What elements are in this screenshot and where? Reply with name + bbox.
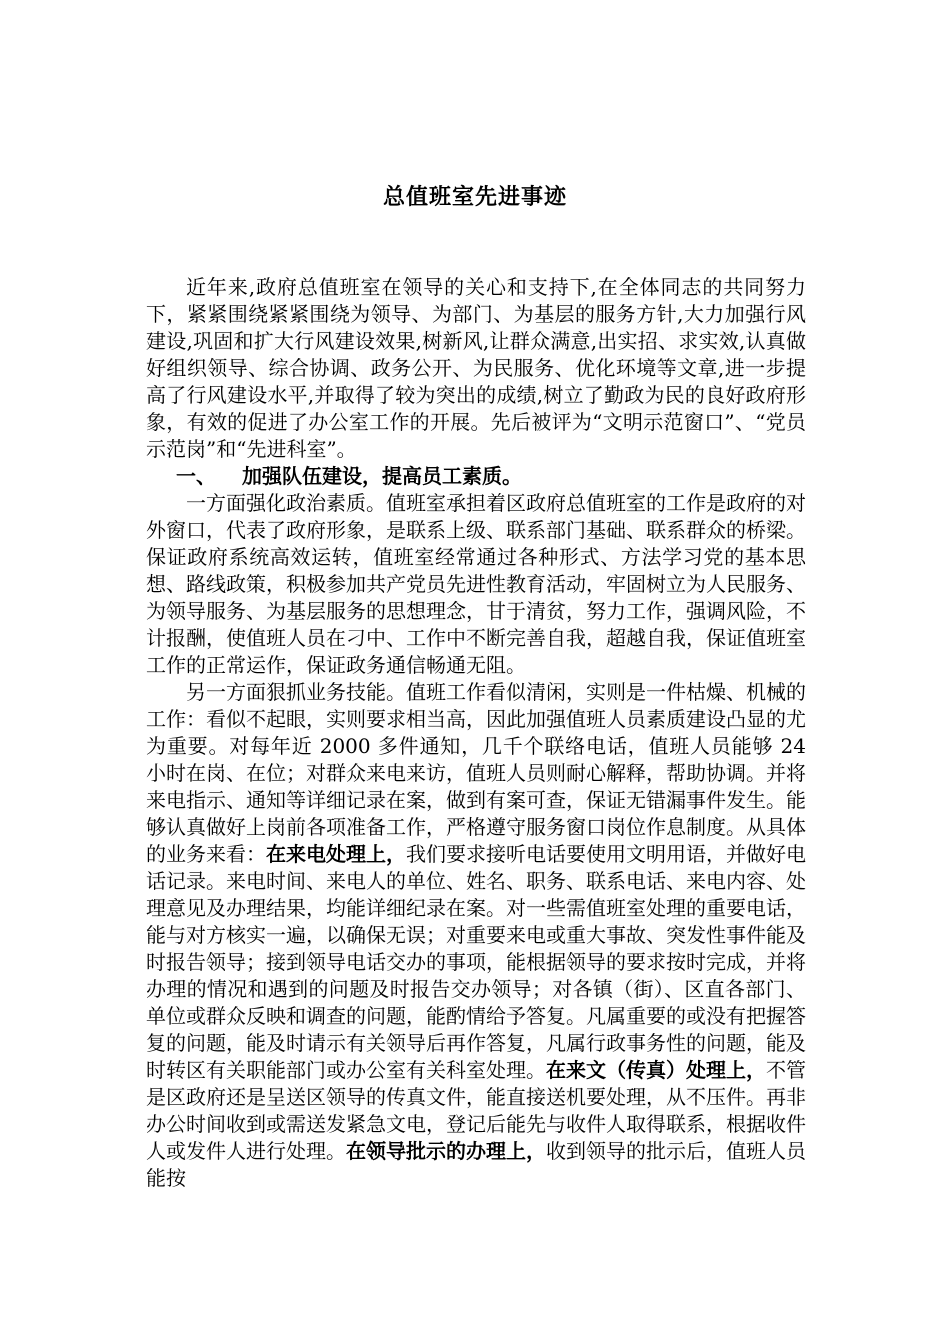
section-heading-1 bbox=[146, 463, 806, 490]
document-body bbox=[146, 274, 806, 1192]
political-quality-paragraph: 一方面强化政治素质。值班室承担着区政府总值班室的工作是政府的对外窗口，代表了政府形象，是联系上级、联系部门基础、联系群众的桥梁。保证政府系统高效运转，值班室经常通过各种形式、方法学习党的基本思想、路线政策，积极参加共产党员先进性教育活动，牢固树立为人民服务、为领导服务、为基层服务的思想理念，甘于清贫，努力工作，强调风险，不计报酬，使值班人员在刁中、工作中不断完善自我，超越自我，保证值班室工作的正常运作，保证政务通信畅通无阻。 bbox=[146, 491, 806, 677]
document-title: 总值班室先进事迹 bbox=[382, 185, 567, 210]
skills-text-part4: 收到领导的批示后，值班人员能按 bbox=[146, 1139, 806, 1190]
intro-paragraph: 近年来,政府总值班室在领导的关心和支持下,在全体同志的共同努力下，紧紧围绕紧紧围绕为领导、为部门、为基层的服务方针,大力加强行风建设,巩固和扩大行风建设效果,树新风,让群众满意,出实招、求实效,认真做好组织领导、综合协调、政务公开、为民服务、优化环境等文章,进一步提高了行风建设水平,并取得了较为突出的成绩,树立了勤政为民的良好政府形象，有效的促进了办公室工作的开展。先后被评为“文明示范窗口”、“党员示范岗”和“先进科室”。 bbox=[146, 275, 806, 461]
business-skills-paragraph bbox=[146, 679, 806, 1192]
skills-text-part3: 不管是区政府还是呈送区领导的传真文件，能直接送机要处理，从不压件。再非办公时间收到或需送发紧急文电，登记后能先与收件人取得联系，根据收件人或发件人进行处理。 bbox=[146, 1058, 806, 1163]
skills-text-part1: 另一方面狠抓业务技能。值班工作看似清闲，实则是一件枯燥、机械的工作：看似不起眼，实则要求相当高，因此加强值班人员素质建设凸显的尤为重要。对每年近 2000 多件通知，几千个联络电话，值班人员能够 24 小时在岗、在位；对群众来电来访，值班人员则耐心解释，帮助协调。并将来电指示、通知等详细记录在案，做到有案可查，保证无错漏事件发生。能够认真做好上岗前各项准备工作，严格遵守服务窗口岗位作息制度。从具体的业务来看： bbox=[146, 680, 806, 866]
skills-text-part2: 我们要求接听电话要使用文明用语，并做好电话记录。来电时间、来电人的单位、姓名、职务、联系电话、来电内容、处理意见及办理结果，均能详细纪录在案。对一些需值班室处理的重要电话，能与对方核实一遍，以确保无误；对重要来电或重大事故、突发性事件能及时报告领导；接到领导电话交办的事项，能根据领导的要求按时完成，并将办理的情况和遇到的问题及时报告交办领导；对各镇（街）、区直各部门、单位或群众反映和调查的问题，能酌情给予答复。凡属重要的或没有把握答复的问题，能及时请示有关领导后再作答复，凡属行政事务性的问题，能及时转区有关职能部门或办公室有关科室处理。 bbox=[146, 842, 806, 1082]
bold-phrase-fax-handling: 在来文（传真）处理上， bbox=[546, 1058, 766, 1082]
bold-phrase-call-handling: 在来电处理上， bbox=[266, 842, 406, 866]
bold-phrase-instruction-handling: 在领导批示的办理上， bbox=[346, 1139, 546, 1163]
section-number: 一、 bbox=[176, 464, 216, 488]
section-heading-text: 加强队伍建设，提高员工素质。 bbox=[242, 464, 522, 488]
